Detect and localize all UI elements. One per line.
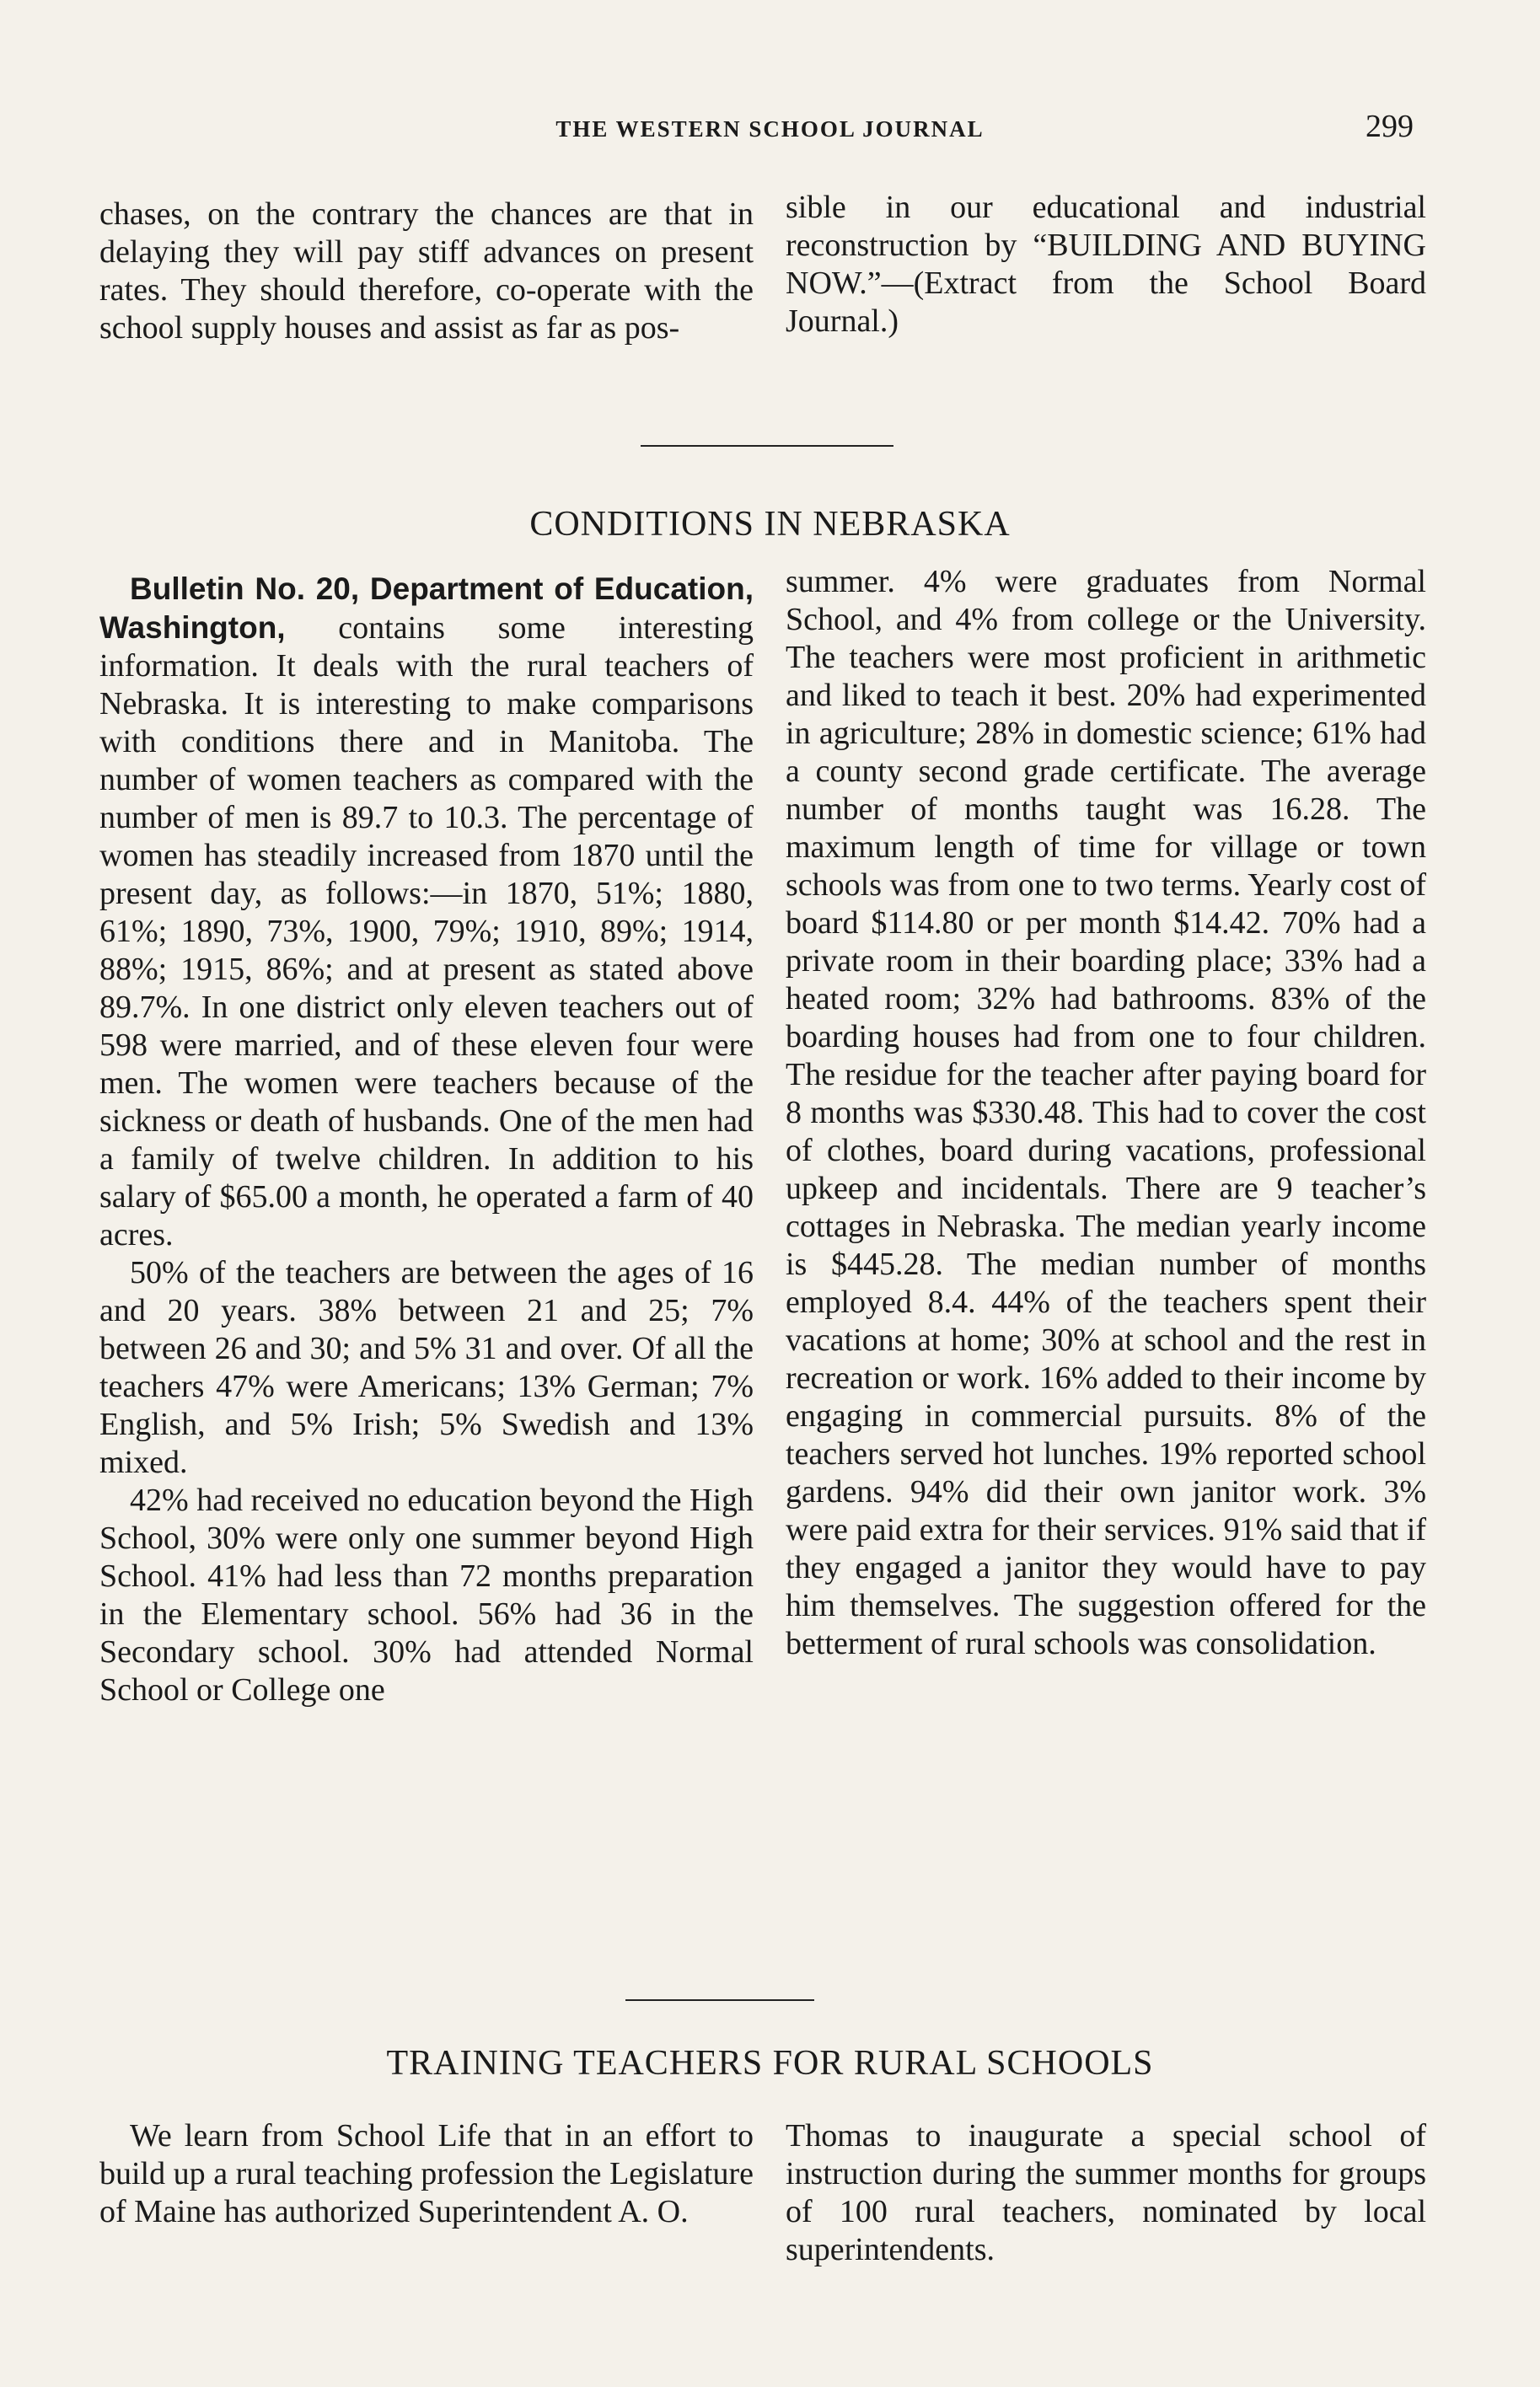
article3-right-column [786, 2117, 1426, 2269]
running-head: THE WESTERN SCHOOL JOURNAL [555, 116, 985, 142]
article2-paragraph-2: 50% of the teachers are between the ages of 16 and 20 years. 38% between 21 and 25; 7% between 26 and 30; and 5% 31 and over. Of all the teachers 47% were Americans; 13% German; 7% English, and 5% Irish; 5% Swedish and 13% mixed. [99, 1255, 754, 1480]
article3-title: TRAINING TEACHERS FOR RURAL SCHOOLS [386, 2044, 1154, 2083]
article2-paragraph-3: 42% had received no education beyond the High School, 30% were only one summer beyond High School. 41% had less than 72 months preparation in the Elementary school. 56% had 36 in the Secondary school. 30% had attended Normal School or College one [99, 1483, 754, 1708]
page-number: 299 [1366, 109, 1414, 144]
article2-paragraph-1 [99, 570, 754, 1254]
article2-right-column [786, 563, 1426, 1663]
article2-right-text: summer. 4% were graduates from Normal School, and 4% from college or the University. The teachers were most proficient in arithmetic and liked to teach it best. 20% had experimented in agriculture; 28% in domestic science; 61% had a county second grade certificate. The average number of months taught was 16.28. The maximum length of time for village or town schools was from one to two terms. Yearly cost of board $114.80 or per month $14.42. 70% had a private room in their boarding place; 33% had a heated room; 32% had bathrooms. 83% of the boarding houses had from one to four children. The residue for the teacher after paying board for 8 months was $330.48. This had to cover the cost of clothes, board during vacations, professional upkeep and incidentals. There are 9 teacher’s cottages in Nebraska. The median yearly income is $445.28. The median number of months employed 8.4. 44% of the teachers spent their vacations at home; 30% at school and the rest in recreation or work. 16% added to their income by engaging in commercial pursuits. 8% of the teachers served hot lunches. 19% reported school gardens. 94% did their own janitor work. 3% were paid extra for their services. 91% said that if they engaged a janitor they would have to pay him themselves. The suggestion offered for the betterment of rural schools was consolidation. [786, 564, 1426, 1661]
bulletin-lead: Bulletin No. 20, Department of Education, Washington, [99, 571, 754, 645]
article2-title: CONDITIONS IN NEBRASKA [529, 505, 1011, 544]
section-divider-2 [625, 1999, 814, 2001]
article1-left-column [99, 196, 754, 347]
section-divider [641, 445, 893, 447]
article1-right-column [786, 189, 1426, 341]
article2-paragraph-1-text: contains some interesting information. It deals with the rural teachers of Nebraska. It is interesting to make comparisons with conditions there and in Manitoba. The number of women teachers as compared with the number of men is 89.7 to 10.3. The percentage of women has steadily increased from 1870 until the present day, as follows:—in 1870, 51%; 1880, 61%; 1890, 73%, 1900, 79%; 1910, 89%; 1914, 88%; 1915, 86%; and at present as stated above 89.7%. In one district only eleven teachers out of 598 were married, and of these eleven four were men. The women were teachers because of the sickness or death of husbands. One of the men had a family of twelve children. In addition to his salary of $65.00 a month, he operated a farm of 40 acres. [99, 610, 754, 1253]
article3-right-text: Thomas to inaugurate a special school of instruction during the summer months for groups of 100 rural teachers, nominated by local superintendents. [786, 2118, 1426, 2267]
article3-left-column [99, 2117, 754, 2231]
article1-left-text: chases, on the contrary the chances are that in delaying they will pay stiff advances on present rates. They should therefore, co-operate with the school supply houses and assist as far as pos- [99, 196, 754, 346]
article3-left-text: We learn from School Life that in an effort to build up a rural teaching profession the Legislature of Maine has authorized Superintendent A. O. [99, 2118, 754, 2229]
article1-right-text: sible in our educational and industrial reconstruction by “BUILDING AND BUYING NOW.”—(Extract from the School Board Journal.) [786, 190, 1426, 339]
article2-left-column [99, 570, 754, 1709]
